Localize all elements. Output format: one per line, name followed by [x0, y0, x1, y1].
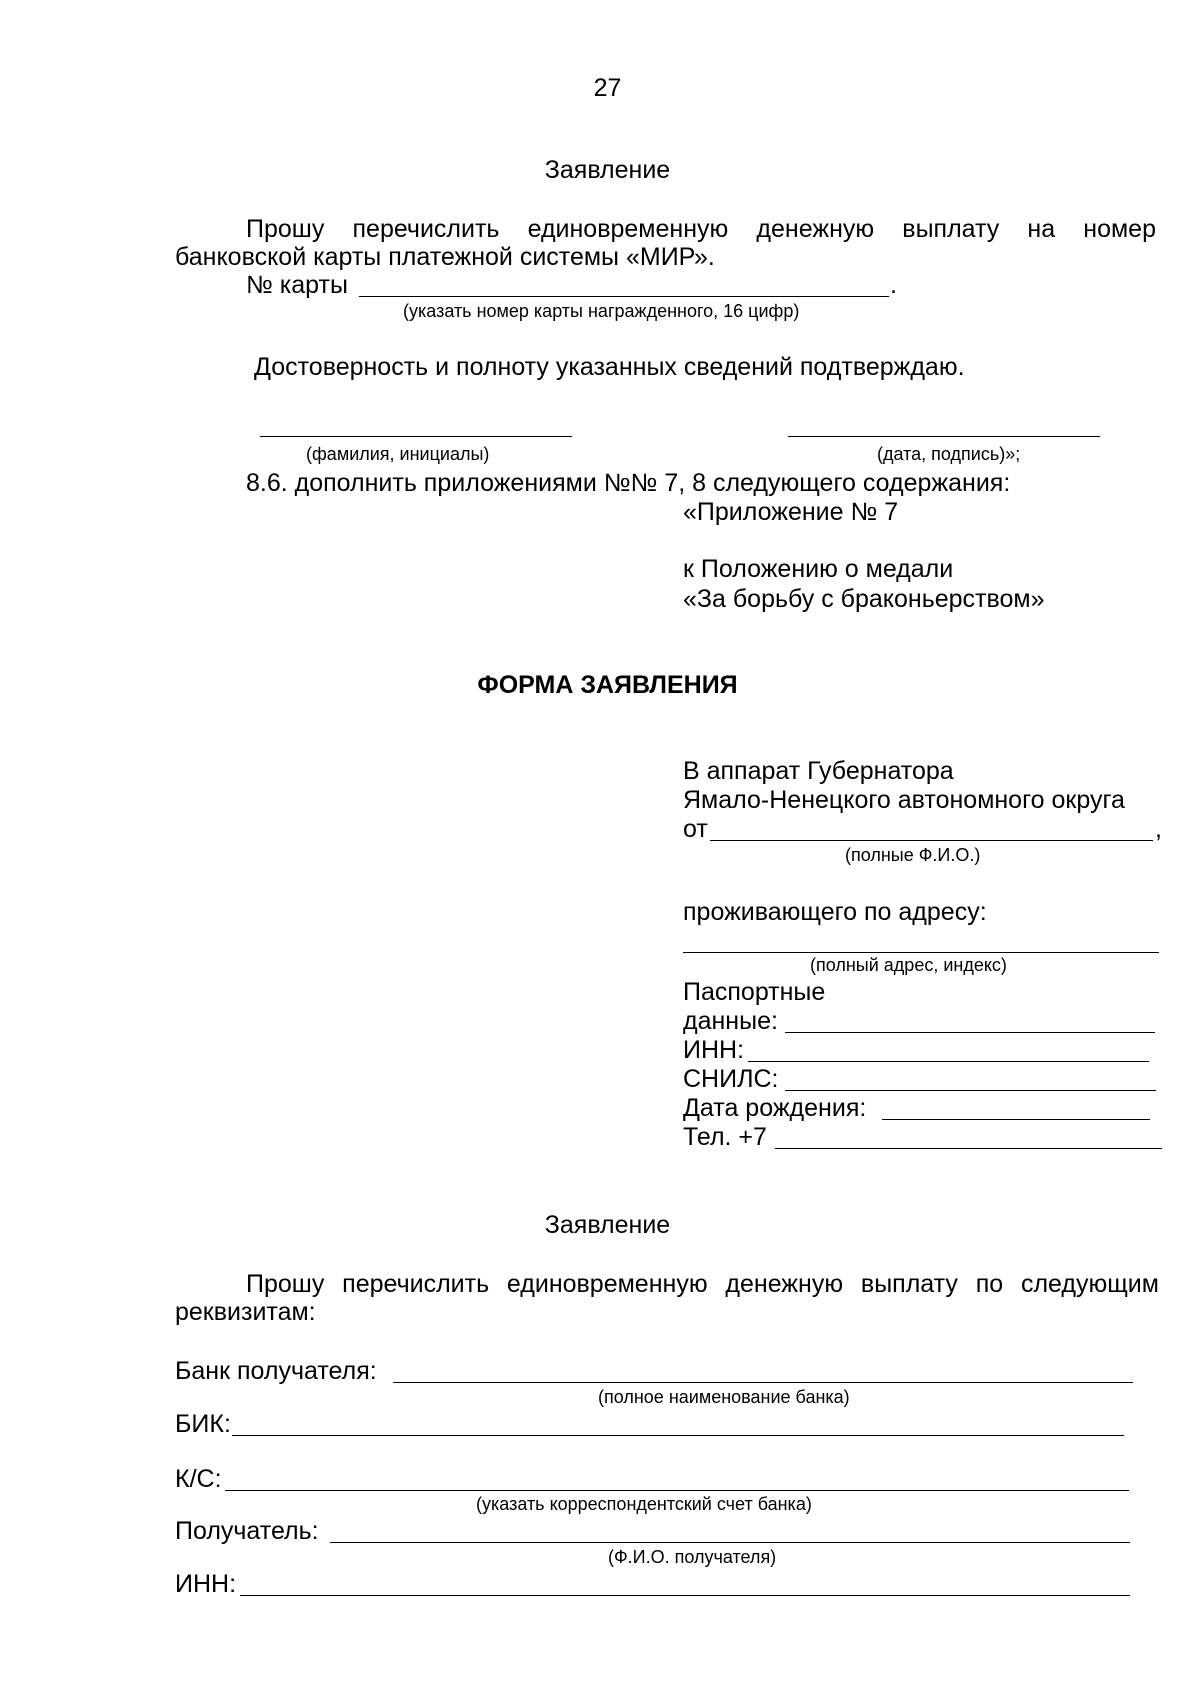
- phone-label: Тел. +7: [683, 1123, 767, 1151]
- birth-date-field[interactable]: [882, 1095, 1150, 1120]
- birth-date-label: Дата рождения:: [683, 1094, 867, 1122]
- ks-label: К/С:: [175, 1465, 222, 1493]
- address-hint: (полный адрес, индекс): [810, 955, 1007, 975]
- address-field[interactable]: [683, 928, 1159, 953]
- request-paragraph-line1: [246, 217, 1156, 242]
- bank-field[interactable]: [393, 1358, 1133, 1383]
- word: следующим: [1020, 1270, 1159, 1298]
- statement-title: Заявление: [544, 156, 671, 184]
- full-name-field[interactable]: [710, 816, 1153, 841]
- second-statement-title: Заявление: [544, 1211, 671, 1239]
- appendix-title: «Приложение № 7: [683, 498, 899, 526]
- word: денежную: [725, 1270, 844, 1298]
- page-number: 27: [593, 74, 622, 102]
- card-number-end: .: [890, 271, 897, 299]
- date-signature-hint: (дата, подпись)»;: [877, 444, 1021, 464]
- recipient-hint: (Ф.И.О. получателя): [608, 1547, 777, 1567]
- from-label: от: [683, 815, 708, 843]
- name-initials-field[interactable]: [260, 412, 572, 437]
- word: перечислить: [342, 1270, 490, 1298]
- word: перечислить: [352, 215, 500, 243]
- card-number-hint: (указать номер карты награжденного, 16 цифр): [403, 301, 800, 321]
- word: выплату: [860, 1270, 958, 1298]
- ks-field[interactable]: [225, 1466, 1129, 1491]
- recipient-inn-label: ИНН:: [175, 1570, 237, 1598]
- phone-field[interactable]: [775, 1124, 1162, 1149]
- bik-label: БИК:: [175, 1410, 231, 1438]
- word: по: [975, 1270, 1004, 1298]
- snils-label: СНИЛС:: [683, 1065, 779, 1093]
- full-name-hint: (полные Ф.И.О.): [845, 845, 981, 865]
- recipient-inn-field[interactable]: [240, 1571, 1130, 1596]
- passport-label-line2: данные:: [683, 1007, 778, 1035]
- address-label: проживающего по адресу:: [683, 898, 987, 926]
- confirmation-text: Достоверность и полноту указанных сведений подтверждаю.: [254, 353, 965, 381]
- addressee-line1: В аппарат Губернатора: [683, 757, 954, 785]
- passport-label-line1: Паспортные: [683, 978, 826, 1006]
- word: Прошу: [246, 1270, 325, 1298]
- word: на: [1027, 215, 1056, 243]
- from-end: ,: [1155, 815, 1162, 843]
- recipient-label: Получатель:: [175, 1517, 319, 1545]
- word: единовременную: [527, 215, 729, 243]
- bik-field[interactable]: [232, 1411, 1124, 1436]
- ks-hint: (указать корреспондентский счет банка): [476, 1494, 812, 1514]
- name-initials-hint: (фамилия, инициалы): [306, 444, 490, 464]
- word: Прошу: [246, 215, 325, 243]
- word: денежную: [756, 215, 875, 243]
- date-signature-field[interactable]: [788, 412, 1100, 437]
- form-title: ФОРМА ЗАЯВЛЕНИЯ: [477, 671, 738, 699]
- bank-hint: (полное наименование банка): [598, 1387, 850, 1407]
- snils-field[interactable]: [785, 1066, 1156, 1091]
- second-request-line1: [246, 1272, 1159, 1297]
- recipient-field[interactable]: [330, 1518, 1130, 1543]
- word: номер: [1083, 215, 1156, 243]
- second-request-line2: реквизитам:: [175, 1298, 316, 1326]
- appendix-medal-name: «За борьбу с браконьерством»: [683, 585, 1045, 613]
- word: выплату: [902, 215, 1000, 243]
- appendix-regulation: к Положению о медали: [683, 555, 954, 583]
- inn-field[interactable]: [748, 1037, 1149, 1062]
- card-number-field[interactable]: [359, 272, 889, 297]
- bank-label: Банк получателя:: [175, 1357, 377, 1385]
- passport-field[interactable]: [785, 1008, 1155, 1033]
- card-number-label: № карты: [246, 271, 348, 299]
- addressee-line2: Ямало-Ненецкого автономного округа: [683, 786, 1125, 814]
- amendment-text: 8.6. дополнить приложениями №№ 7, 8 следующего содержания:: [246, 469, 1011, 497]
- word: единовременную: [506, 1270, 708, 1298]
- request-paragraph-line2: банковской карты платежной системы «МИР».: [175, 243, 715, 271]
- inn-label: ИНН:: [683, 1036, 745, 1064]
